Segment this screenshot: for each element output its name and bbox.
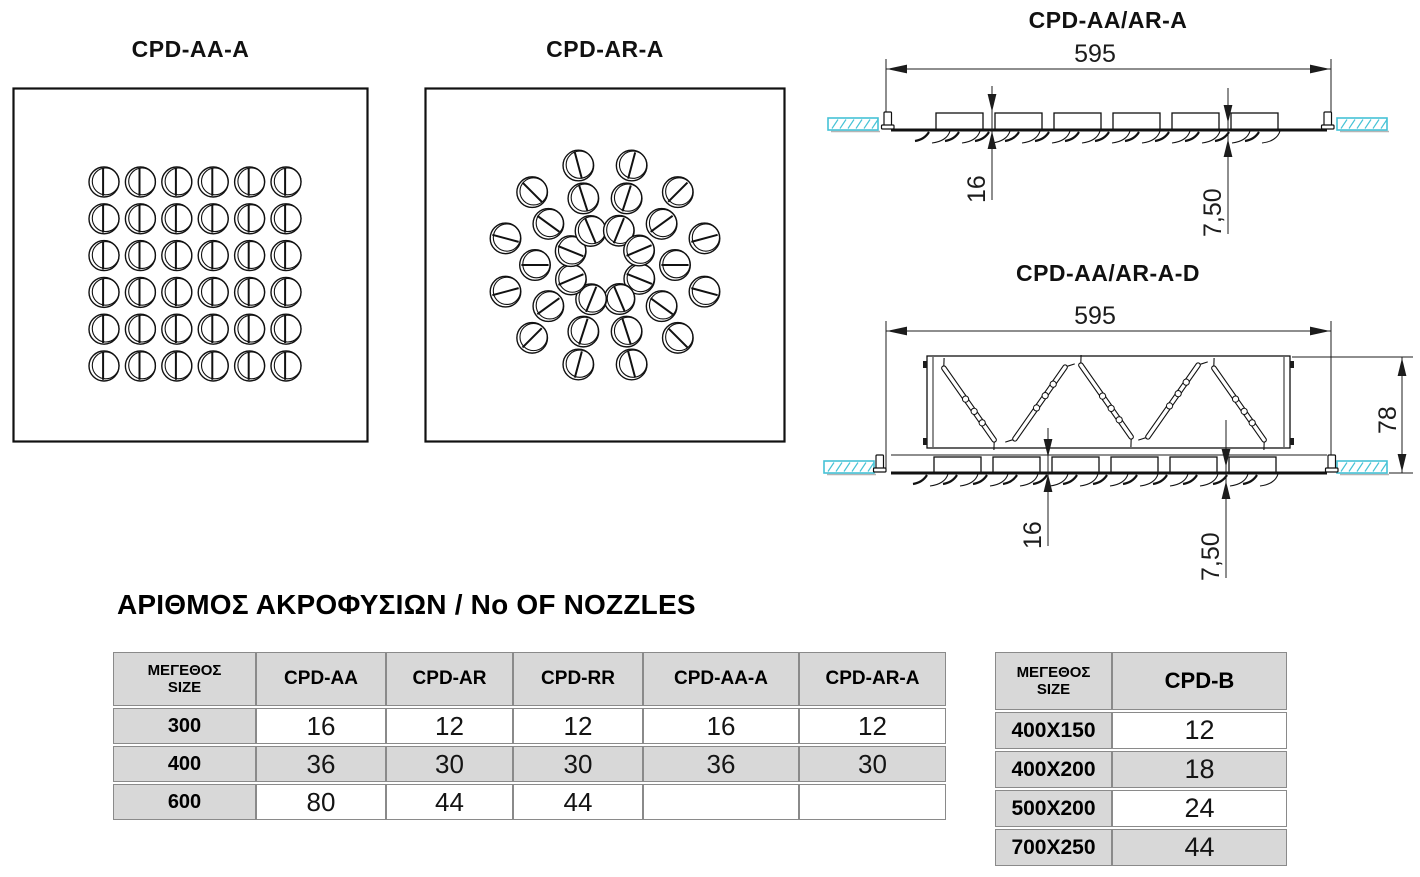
value-cell: 44: [513, 784, 643, 820]
page-heading: ΑΡΙΘΜΟΣ ΑΚΡΟΦΥΣΙΩΝ / No OF NOZZLES: [117, 589, 696, 620]
deflector-vanes: [913, 474, 1278, 486]
arrowhead-down: [988, 94, 997, 112]
nozzle-radial: [604, 284, 635, 315]
section-a-drawing: [828, 7, 1389, 237]
value-cell: 30: [386, 746, 513, 782]
nozzle-radial: [624, 235, 655, 266]
ceiling-tile: [824, 461, 876, 475]
arrowhead-left: [887, 65, 907, 74]
nozzle-slot: [936, 113, 983, 130]
size-cell: 600: [113, 784, 256, 820]
column-header: CPD-AA-A: [643, 652, 799, 706]
value-cell: [799, 784, 946, 820]
arrowhead-right: [1310, 65, 1330, 74]
nozzle-radial: [563, 349, 594, 380]
arrowhead-up: [1222, 481, 1231, 499]
frame-clip: [1322, 112, 1335, 129]
size-header-gr: ΜΕΓΕΘΟΣ: [1016, 663, 1091, 681]
value-cell: 30: [513, 746, 643, 782]
table-row: [995, 829, 1287, 866]
ceiling-tile: [828, 118, 880, 132]
wall-tab: [923, 361, 927, 368]
panel-frame: [14, 89, 368, 442]
nozzle-radial: [520, 250, 551, 281]
dimension-label-slot-depth: 16: [963, 175, 991, 203]
dimension-label-vane-depth: 7,50: [1199, 188, 1227, 237]
nozzle-radial: [663, 177, 694, 208]
vane-curve: [1262, 131, 1280, 143]
table-row: [995, 751, 1287, 788]
nozzle-slot: [1054, 113, 1101, 130]
nozzle-radial: [533, 209, 564, 240]
column-header: CPD-AR-A: [799, 652, 946, 706]
frame-clip: [882, 112, 895, 129]
column-header: CPD-AA: [256, 652, 386, 706]
damper-blade: [1138, 355, 1207, 447]
wall-tab: [1290, 438, 1294, 445]
nozzle-slot: [995, 113, 1042, 130]
table-row: [113, 708, 946, 744]
ceiling-tile: [1337, 461, 1389, 475]
damper-blade: [1071, 355, 1140, 447]
value-cell: 12: [1112, 712, 1287, 749]
table-row: [113, 784, 946, 820]
radial-panel-diagram: [424, 87, 786, 443]
table-row: [113, 746, 946, 782]
value-cell: 16: [256, 708, 386, 744]
column-header: CPD-B: [1112, 652, 1287, 710]
nozzle-slot: [1113, 113, 1160, 130]
column-header: CPD-AR: [386, 652, 513, 706]
wall-tab: [1290, 361, 1294, 368]
value-cell: 12: [799, 708, 946, 744]
size-cell: 300: [113, 708, 256, 744]
radial-panel-title: CPD-AR-A: [546, 36, 664, 62]
ceiling-tile: [1337, 118, 1389, 132]
size-cell: 400X200: [995, 751, 1112, 788]
nozzle-radial: [616, 150, 647, 181]
value-cell: 18: [1112, 751, 1287, 788]
panel-frame: [426, 89, 785, 442]
size-cell: 500X200: [995, 790, 1112, 827]
nozzle-radial: [689, 223, 720, 254]
size-header-cell: [113, 652, 256, 706]
grid-panel-title: CPD-AA-A: [131, 36, 250, 62]
nozzle-radial: [660, 250, 691, 281]
dimension-label-plenum-height: 78: [1374, 406, 1402, 434]
nozzle-radial: [689, 276, 720, 307]
value-cell: [643, 784, 799, 820]
nozzle-slot: [1229, 457, 1276, 473]
table-header-row: [113, 652, 946, 706]
value-cell: 44: [1112, 829, 1287, 866]
value-cell: 30: [799, 746, 946, 782]
size-header-en: SIZE: [1036, 681, 1071, 698]
table-row: [995, 790, 1287, 827]
cpdb-table: [995, 650, 1287, 868]
size-header-gr: ΜΕΓΕΘΟΣ: [147, 661, 222, 679]
damper-blade: [1005, 357, 1074, 449]
vane-curve: [915, 132, 929, 141]
nozzle-radial: [646, 209, 677, 240]
wall-tab: [923, 438, 927, 445]
dimension-label-slot-depth: 16: [1019, 521, 1047, 549]
damper-blades: [934, 355, 1273, 450]
nozzle-radial: [663, 323, 694, 354]
table-row: [995, 712, 1287, 749]
table-header-row: [995, 652, 1287, 710]
value-cell: 36: [256, 746, 386, 782]
nozzle-radial: [616, 349, 647, 380]
nozzle-slot: [1172, 113, 1219, 130]
nozzle-slot: [1170, 457, 1217, 473]
size-header-en: SIZE: [167, 679, 202, 696]
nozzle-radial: [568, 183, 599, 214]
damper-blade: [1204, 358, 1273, 450]
size-cell: 400X150: [995, 712, 1112, 749]
dimension-label-vane-depth: 7,50: [1197, 532, 1225, 581]
nozzle-radial: [517, 323, 548, 354]
nozzle-radial: [490, 276, 521, 307]
frame-clip: [874, 455, 887, 472]
nozzle-radial: [575, 216, 606, 247]
nozzle-radial: [563, 150, 594, 181]
arrowhead-up: [1398, 358, 1407, 376]
grid-panel-diagram: [12, 87, 369, 443]
nozzle-slot: [934, 457, 981, 473]
size-cell: 400: [113, 746, 256, 782]
dimension-label-width: 595: [1074, 40, 1116, 68]
section-ad-drawing: [824, 260, 1413, 581]
nozzle-slot: [993, 457, 1040, 473]
nozzle-count-table: [113, 650, 946, 822]
size-header-cell: [995, 652, 1112, 710]
size-cell: 700X250: [995, 829, 1112, 866]
value-cell: 36: [643, 746, 799, 782]
section-a-title: CPD-AA/AR-A: [1028, 7, 1188, 33]
nozzle-slot: [1231, 113, 1278, 130]
arrowhead-up: [1224, 139, 1233, 157]
nozzle-radial: [517, 177, 548, 208]
value-cell: 44: [386, 784, 513, 820]
value-cell: 80: [256, 784, 386, 820]
nozzle-radial: [568, 316, 599, 347]
value-cell: 12: [513, 708, 643, 744]
damper-blade: [934, 358, 1003, 450]
nozzle-radial: [556, 264, 587, 295]
arrowhead-left: [887, 327, 907, 336]
arrowhead-right: [1310, 327, 1330, 336]
nozzle-radial: [611, 316, 642, 347]
nozzle-radial: [611, 183, 642, 214]
section-ad-title: CPD-AA/AR-A-D: [1015, 260, 1201, 286]
nozzle-radial: [646, 291, 677, 322]
value-cell: 24: [1112, 790, 1287, 827]
vane-curve: [1260, 474, 1278, 486]
vane-curve: [913, 475, 927, 484]
value-cell: 12: [386, 708, 513, 744]
nozzle-slot: [1052, 457, 1099, 473]
nozzle-radial: [490, 223, 521, 254]
nozzle-radial: [533, 291, 564, 322]
cross-sections-drawing: [818, 0, 1420, 582]
column-header: CPD-RR: [513, 652, 643, 706]
nozzle-slot: [1111, 457, 1158, 473]
value-cell: 16: [643, 708, 799, 744]
deflector-vanes: [915, 131, 1280, 143]
arrowhead-down: [1398, 454, 1407, 472]
frame-clip: [1326, 455, 1339, 472]
dimension-label-width: 595: [1074, 302, 1116, 330]
